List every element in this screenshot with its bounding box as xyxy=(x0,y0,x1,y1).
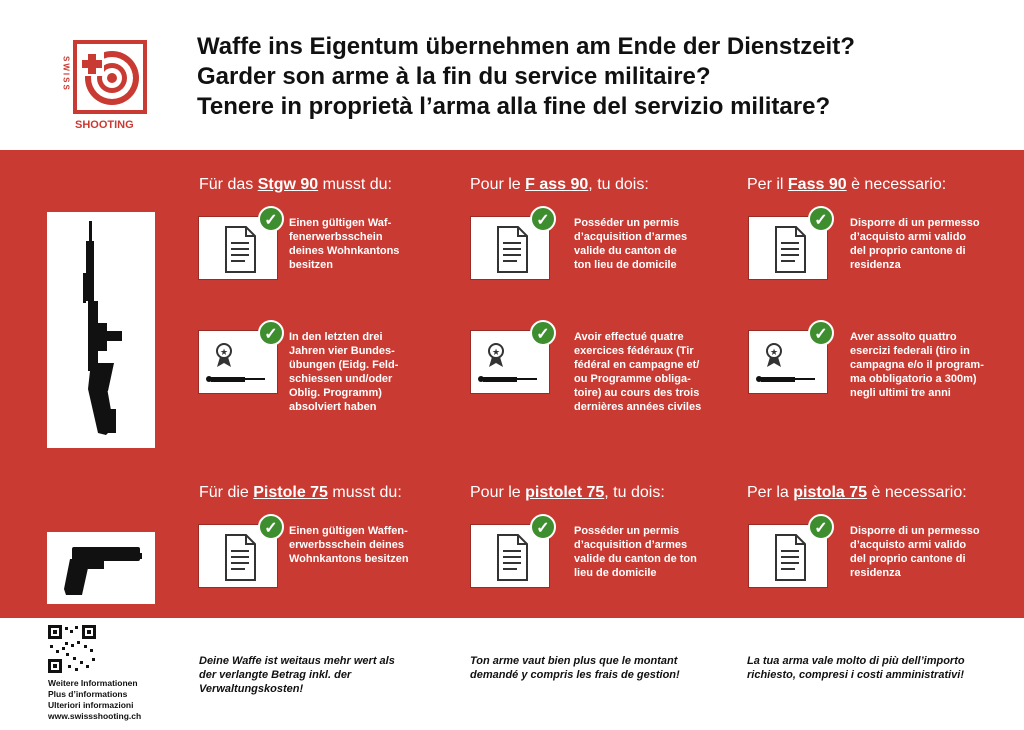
info-de: Weitere Informationen xyxy=(48,678,138,688)
more-info-block xyxy=(48,678,141,722)
title-block xyxy=(197,32,855,122)
info-it: Ulteriori informazioni xyxy=(48,700,134,710)
logo-text-shooting: SHOOTING xyxy=(75,119,134,131)
pistol-header-de: Für die Pistole 75 musst du: xyxy=(199,484,402,501)
checkmark-icon: ✓ xyxy=(530,320,556,346)
checkmark-icon: ✓ xyxy=(530,206,556,232)
rifle-header-it: Per il Fass 90 è necessario: xyxy=(747,176,947,193)
logo-text-swiss: SWISS xyxy=(61,56,71,92)
rifle-exercises-fr: Avoir effectué quatre exercices fédéraux (Tir fédéral en campagne et/ ou Programme obliga- toire) au cours des trois dernières années civiles xyxy=(574,331,702,413)
title-de: Waffe ins Eigentum übernehmen am Ende der Dienstzeit? xyxy=(197,33,855,60)
checkmark-icon: ✓ xyxy=(808,206,834,232)
pistol-header-it: Per la pistola 75 è necessario: xyxy=(747,484,967,501)
svg-text:★: ★ xyxy=(769,347,779,357)
checkmark-icon: ✓ xyxy=(258,206,284,232)
assault-rifle-icon xyxy=(48,213,156,449)
title-it: Tenere in proprietà l’arma alla fine del servizio militare? xyxy=(197,93,831,120)
requirements-band xyxy=(0,150,1024,618)
pistol-permit-de: Einen gültigen Waffen- erwerbsschein deines Wohnkantons besitzen xyxy=(289,525,409,565)
rifle-image xyxy=(47,212,155,448)
title-fr: Garder son arme à la fin du service militaire? xyxy=(197,63,711,90)
swiss-shooting-logo xyxy=(60,40,148,132)
tagline-de: Deine Waffe ist weitaus mehr wert als der verlangte Betrag inkl. der Verwaltungskosten! xyxy=(199,655,395,695)
svg-text:★: ★ xyxy=(491,347,501,357)
svg-text:★: ★ xyxy=(219,347,229,357)
checkmark-icon: ✓ xyxy=(808,320,834,346)
rifle-exercises-it: Aver assolto quattro esercizi federali (tiro in campagna e/o il program- ma obbligatorio a 300m) negli ultimi tre anni xyxy=(850,331,984,399)
pistol-permit-fr: Posséder un permis d’acquisition d’armes valide du canton de ton lieu de domicile xyxy=(574,525,697,579)
checkmark-icon: ✓ xyxy=(258,514,284,540)
checkmark-icon: ✓ xyxy=(258,320,284,346)
pistol-permit-it: Disporre di un permesso d’acquisto armi valido del proprio cantone di residenza xyxy=(850,525,980,579)
tagline-it: La tua arma vale molto di più dell’importo richiesto, compresi i costi amministrativi! xyxy=(747,655,965,681)
info-fr: Plus d’informations xyxy=(48,689,128,699)
tagline-fr: Ton arme vaut bien plus que le montant demandé y compris les frais de gestion! xyxy=(470,655,680,681)
checkmark-icon: ✓ xyxy=(808,514,834,540)
pistol-icon xyxy=(48,533,156,605)
rifle-header-fr: Pour le F ass 90, tu dois: xyxy=(470,176,649,193)
rifle-permit-fr: Posséder un permis d’acquisition d’armes valide du canton de ton lieu de domicile xyxy=(574,217,688,271)
checkmark-icon: ✓ xyxy=(530,514,556,540)
rifle-exercises-de: In den letzten drei Jahren vier Bundes- übungen (Eidg. Feld- schiessen und/oder Oblig. Programm) absolviert haben xyxy=(289,331,399,413)
pistol-header-fr: Pour le pistolet 75, tu dois: xyxy=(470,484,665,501)
website-link[interactable]: www.swissshooting.ch xyxy=(48,711,142,721)
rifle-permit-it: Disporre di un permesso d’acquisto armi valido del proprio cantone di residenza xyxy=(850,217,980,271)
pistol-image xyxy=(47,532,155,604)
rifle-permit-de: Einen gültigen Waf- fenerwerbsschein deines Wohnkantons besitzen xyxy=(289,217,400,271)
qr-code[interactable] xyxy=(48,625,96,673)
rifle-header-de: Für das Stgw 90 musst du: xyxy=(199,176,392,193)
